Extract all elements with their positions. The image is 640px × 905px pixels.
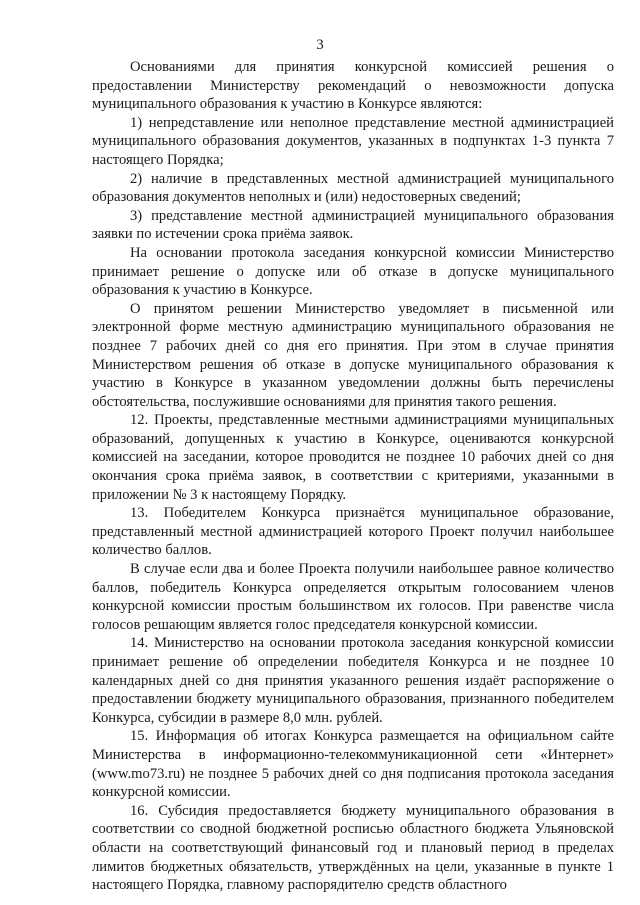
paragraph-item-13: 13. Победителем Конкурса признаётся муниципальное образование, представленный местной администрацией которого Проект получил наибольшее количество баллов.: [92, 505, 614, 559]
paragraph-item-16: 16. Субсидия предоставляется бюджету муниципального образования в соответствии со сводной бюджетной росписью областного бюджета Ульяновской области на соответствующий финансовый год и плановый период в пределах лимитов бюджетных обязательств, утверждённых на цели, указанные в пункте 1 настоящего Порядка, главному распорядителю средств областного: [92, 802, 614, 894]
document-body: [92, 58, 614, 895]
paragraph-tie-rule: В случае если два и более Проекта получили наибольшее равное количество баллов, победитель Конкурса определяется открытым голосованием членов конкурсной комиссии простым большинством их голосов. При равенстве числа голосов решающим является голос председателя конкурсной комиссии.: [92, 561, 614, 633]
paragraph-item-12: 12. Проекты, представленные местными администрациями муниципальных образований, допущенных к участию в Конкурсе, оцениваются конкурсной комиссией на заседании, которое проводится не позднее 10 рабочих дней со дня окончания срока приёма заявок, в соответствии с критериями, указанными в приложении № 3 к настоящему Порядку.: [92, 412, 614, 503]
paragraph-ground-1: 1) непредставление или неполное представление местной администрацией муниципального образования документов, указанных в подпунктах 1-3 пункта 7 настоящего Порядка;: [92, 114, 614, 168]
paragraph-grounds-intro: Основаниями для принятия конкурсной комиссией решения о предоставлении Министерству рекомендаций о невозможности допуска муниципального образования к участию в Конкурсе являются:: [92, 59, 614, 113]
paragraph-notification: О принятом решении Министерство уведомляет в письменной или электронной форме местную администрацию муниципального образования не позднее 7 рабочих дней со дня его принятия. При этом в случае принятия Министерством решения об отказе в допуске муниципального образования к участию в Конкурсе в указанном уведомлении должны быть перечислены обстоятельства, послужившие основаниями для принятия такого решения.: [92, 300, 614, 410]
paragraph-item-15: 15. Информация об итогах Конкурса размещается на официальном сайте Министерства в информационно-телекоммуникационной сети «Интернет» (www.mo73.ru) не позднее 5 рабочих дней со дня подписания протокола заседания конкурсной комиссии.: [92, 728, 614, 801]
page-number: 3: [316, 37, 324, 53]
paragraph-ground-3: 3) представление местной администрацией муниципального образования заявки по истечении срока приёма заявок.: [92, 207, 614, 243]
paragraph-admission-decision: На основании протокола заседания конкурсной комиссии Министерство принимает решение о допуске или об отказе в допуске муниципального образования к участию в Конкурсе.: [92, 244, 614, 299]
paragraph-ground-2: 2) наличие в представленных местной администрацией муниципального образования документов неполных и (или) недостоверных сведений;: [92, 170, 614, 206]
paragraph-item-14: 14. Министерство на основании протокола заседания конкурсной комиссии принимает решение об определении победителя Конкурса и не позднее 10 календарных дней со дня принятия указанного решения издаёт распоряжение о предоставлении бюджету муниципального образования, признанного победителем Конкурса, субсидии в размере 8,0 млн. рублей.: [92, 635, 614, 726]
